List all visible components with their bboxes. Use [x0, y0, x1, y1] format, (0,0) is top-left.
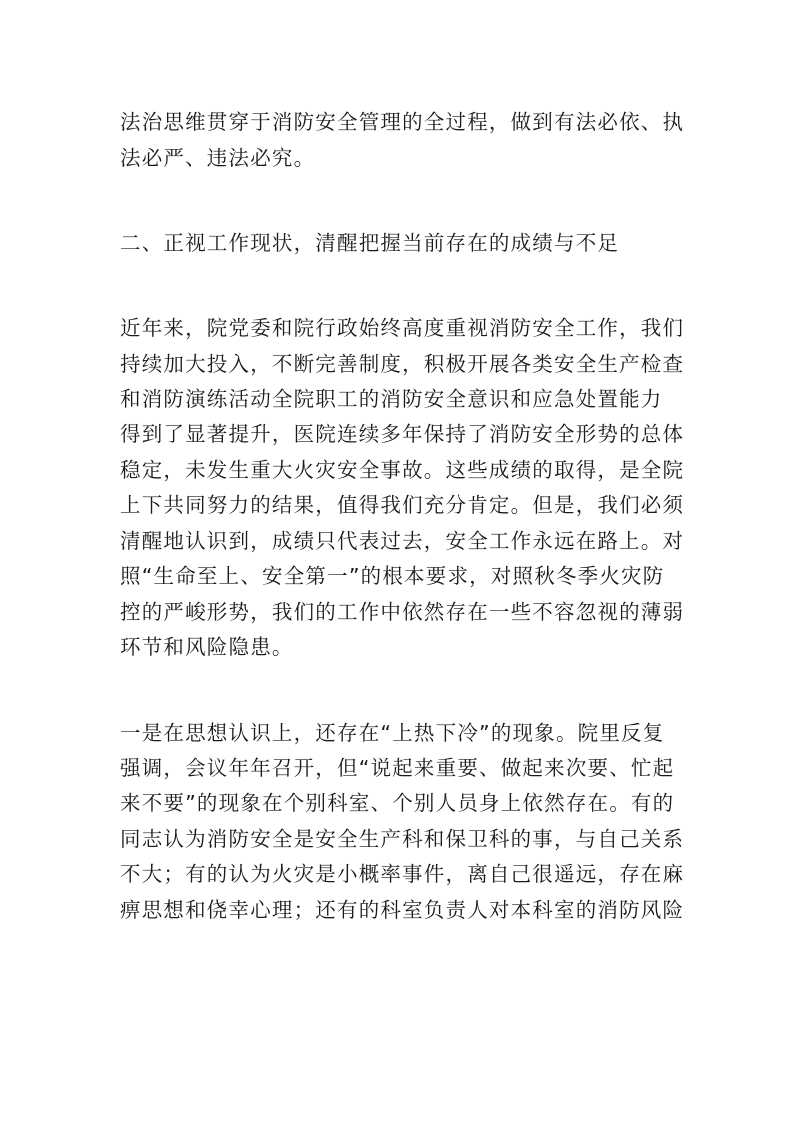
- paragraph-3-line-1: 近年来，院党委和院行政始终高度重视消防安全工作，我们: [120, 316, 685, 340]
- paragraph-1-line-2: 法必严、违法必究。: [120, 146, 316, 170]
- paragraph-3-line-7: 清醒地认识到，成绩只代表过去，安全工作永远在路上。对: [120, 529, 685, 553]
- paragraph-4-line-3: 来不要”的现象在个别科室、个别人员身上依然存在。有的: [120, 791, 675, 815]
- paragraph-4-line-6: 痹思想和侥幸心理；还有的科室负责人对本科室的消防风险: [120, 898, 685, 922]
- paragraph-1-line-1: 法治思维贯穿于消防安全管理的全过程，做到有法必依、执: [120, 110, 685, 134]
- section-heading: 二、正视工作现状，清醒把握当前存在的成绩与不足: [120, 231, 620, 255]
- paragraph-4-line-4: 同志认为消防安全是安全生产科和保卫科的事，与自己关系: [120, 827, 685, 851]
- paragraph-3-line-3: 和消防演练活动全院职工的消防安全意识和应急处置能力: [120, 387, 663, 411]
- paragraph-3-line-10: 环节和风险隐患。: [120, 635, 294, 659]
- paragraph-4-line-1: 一是在思想认识上，还存在“上热下冷”的现象。院里反复: [120, 721, 665, 745]
- paragraph-3-line-9: 控的严峻形势，我们的工作中依然存在一些不容忽视的薄弱: [120, 600, 685, 624]
- paragraph-3-line-8: 照“生命至上、安全第一”的根本要求，对照秋冬季火灾防: [120, 564, 665, 588]
- paragraph-3-line-4: 得到了显著提升，医院连续多年保持了消防安全形势的总体: [120, 422, 685, 446]
- paragraph-3-line-2: 持续加大投入，不断完善制度，积极开展各类安全生产检查: [120, 352, 685, 376]
- paragraph-3-line-6: 上下共同努力的结果，值得我们充分肯定。但是，我们必须: [120, 493, 685, 517]
- paragraph-4-line-2: 强调，会议年年召开，但“说起来重要、做起来次要、忙起: [120, 756, 675, 780]
- paragraph-4-line-5: 不大；有的认为火灾是小概率事件，离自己很遥远，存在麻: [120, 862, 685, 886]
- paragraph-3-line-5: 稳定，未发生重大火灾安全事故。这些成绩的取得，是全院: [120, 458, 685, 482]
